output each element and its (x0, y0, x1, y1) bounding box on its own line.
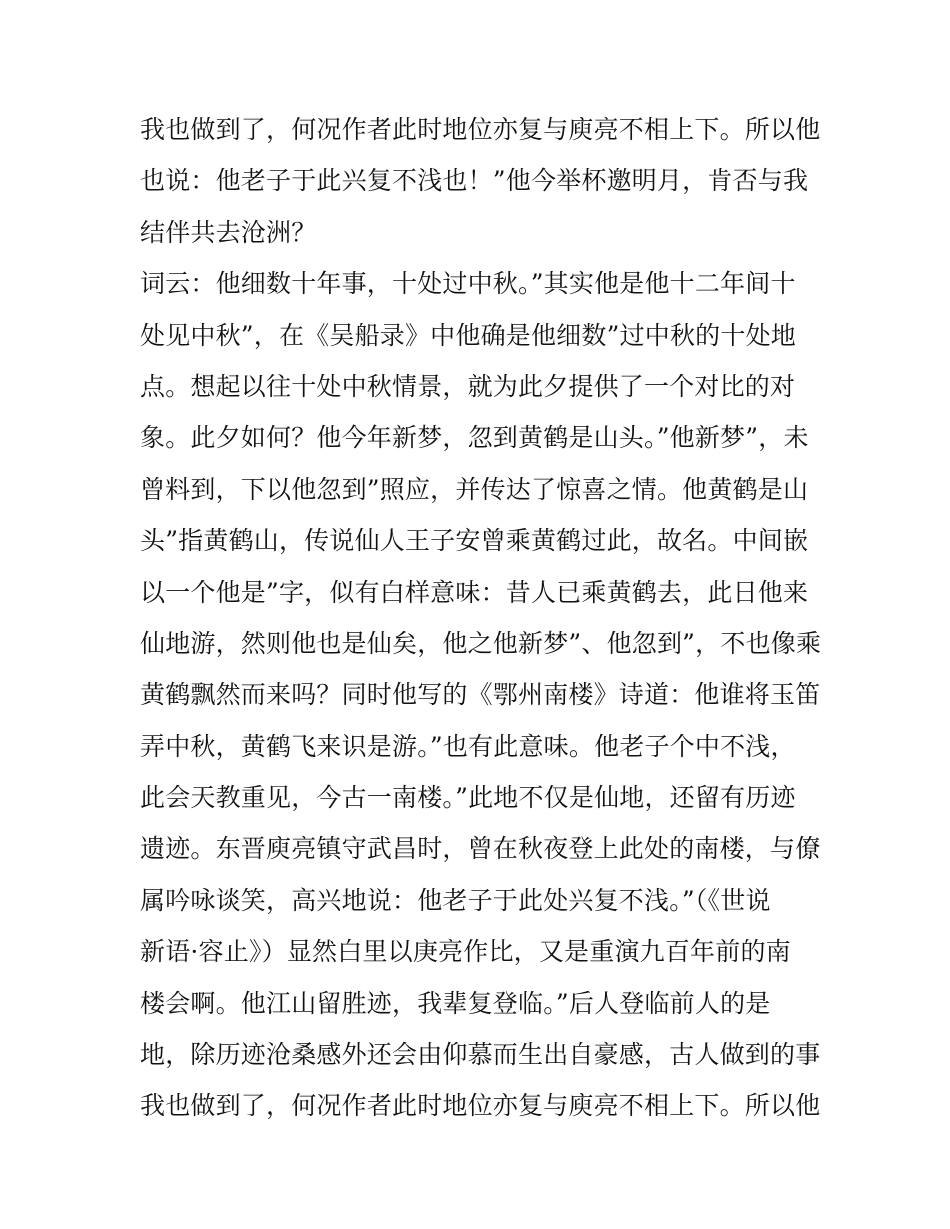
text-line: 仙地游，然则他也是仙矣，他之他新梦”、他忽到”，不也像乘 (140, 628, 822, 658)
body-text (140, 104, 830, 1132)
text-line: 楼会啊。他江山留胜迹，我辈复登临。”后人登临前人的是 (140, 988, 771, 1018)
text-line: 点。想起以往十处中秋情景，就为此夕提供了一个对比的对 (140, 371, 796, 401)
text-line: 象。此夕如何？他今年新梦，忽到黄鹤是山头。”他新梦”，未 (140, 423, 809, 453)
text-line: 此会天教重见，今古一南楼。”此地不仅是仙地，还留有历迹 (140, 783, 796, 813)
text-line: 处见中秋”，在《吴船录》中他确是他细数”过中秋的十处地 (140, 320, 796, 350)
text-line: 地，除历迹沧桑感外还会由仰慕而生出自豪感，古人做到的事 (140, 1040, 821, 1070)
text-line: 词云：他细数十年事，十处过中秋。”其实他是他十二年间十 (140, 269, 796, 299)
text-line: 新语·容止》）显然白里以庚亮作比，又是重演九百年前的南 (140, 937, 791, 967)
text-line: 遗迹。东晋庾亮镇守武昌时，曾在秋夜登上此处的南楼，与僚 (140, 834, 821, 864)
text-line: 黄鹤飘然而来吗？同时他写的《鄂州南楼》诗道：他谁将玉笛 (140, 680, 821, 710)
text-line: 我也做到了，何况作者此时地位亦复与庾亮不相上下。所以他 (140, 115, 821, 144)
text-line: 曾料到，下以他忽到”照应，并传达了惊喜之情。他黄鹤是山 (140, 474, 809, 504)
text-line: 我也做到了，何况作者此时地位亦复与庾亮不相上下。所以他 (140, 1091, 821, 1121)
text-line: 也说：他老子于此兴复不浅也！”他今举杯邀明月，肯否与我 (140, 166, 809, 196)
text-line: 属吟咏谈笑，高兴地说：他老子于此处兴复不浅。”（《世说 (140, 885, 771, 915)
text-line: 以一个他是”字，似有白样意味：昔人已乘黄鹤去，此日他来 (140, 577, 809, 607)
text-line: 弄中秋，黄鹤飞来识是游。”也有此意味。他老子个中不浅， (140, 731, 796, 761)
text-line: 头”指黄鹤山，传说仙人王子安曾乘黄鹤过此，故名。中间嵌 (140, 526, 809, 556)
text-line: 结伴共去沧洲？ (140, 217, 317, 247)
